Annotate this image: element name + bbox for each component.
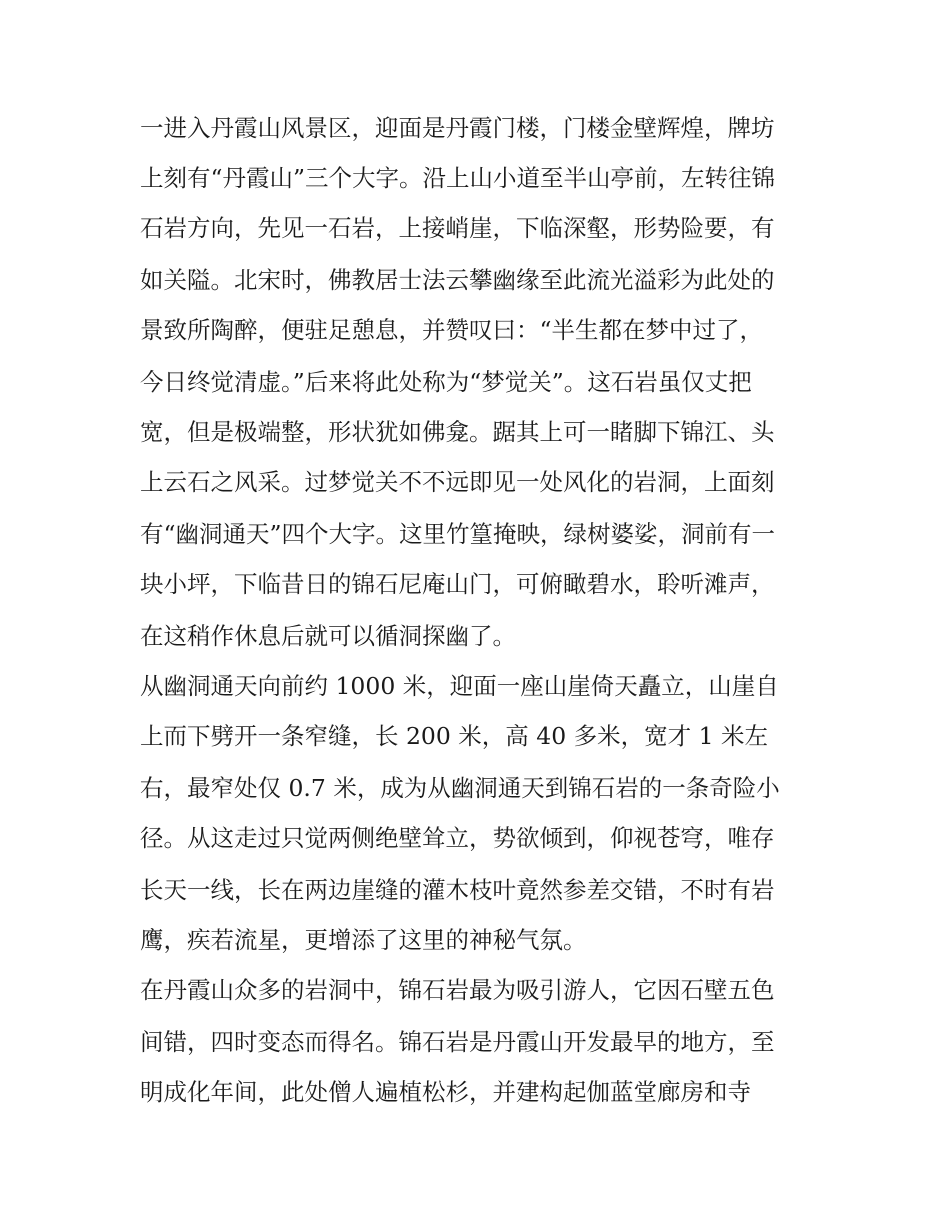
text-line: 一进入丹霞山风景区，迎面是丹霞门楼，门楼金壁辉煌，牌坊 (140, 114, 775, 142)
text-line: 石岩方向，先见一石岩，上接峭崖，下临深壑，形势险要，有 (140, 214, 775, 242)
text-line: 今日终觉清虚。”后来将此处称为“梦觉关”。这石岩虽仅丈把 (140, 368, 752, 396)
text-line: 在丹霞山众多的岩洞中，锦石岩最为吸引游人，它因石壁五色 (140, 976, 775, 1004)
text-line: 块小坪，下临昔日的锦石尼庵山门，可俯瞰碧水，聆听滩声， (140, 570, 775, 598)
text-line: 如关隘。北宋时，佛教居士法云攀幽缘至此流光溢彩为此处的 (140, 266, 775, 294)
text-line: 宽，但是极端整，形状犹如佛龛。踞其上可一睹脚下锦江、头 (140, 418, 775, 446)
text-line: 长天一线，长在两边崖缝的灌木枝叶竟然参差交错，不时有岩 (140, 876, 775, 904)
text-line: 径。从这走过只觉两侧绝壁耸立，势欲倾到，仰视苍穹，唯存 (140, 824, 775, 852)
text-line: 上云石之风采。过梦觉关不不远即见一处风化的岩洞，上面刻 (140, 468, 775, 496)
text-line: 景致所陶醉，便驻足憩息，并赞叹曰：“半生都在梦中过了， (140, 316, 764, 344)
text-line: 间错，四时变态而得名。锦石岩是丹霞山开发最早的地方，至 (140, 1028, 775, 1056)
text-line: 上而下劈开一条窄缝，长 200 米，高 40 多米，宽才 1 米左 (140, 722, 769, 750)
text-line: 有“幽洞通天”四个大字。这里竹篁掩映，绿树婆娑，洞前有一 (140, 520, 776, 548)
text-line: 右，最窄处仅 0.7 米，成为从幽洞通天到锦石岩的一条奇险小 (140, 774, 780, 802)
text-line: 从幽洞通天向前约 1000 米，迎面一座山崖倚天矗立，山崖自 (140, 672, 779, 700)
text-line: 鹰，疾若流星，更增添了这里的神秘气氛。 (140, 926, 587, 954)
text-line: 明成化年间，此处僧人遍植松杉，并建构起伽蓝堂廊房和寺 (140, 1078, 751, 1106)
text-line: 在这稍作休息后就可以循洞探幽了。 (140, 622, 516, 650)
text-line: 上刻有“丹霞山”三个大字。沿上山小道至半山亭前，左转往锦 (140, 164, 776, 192)
